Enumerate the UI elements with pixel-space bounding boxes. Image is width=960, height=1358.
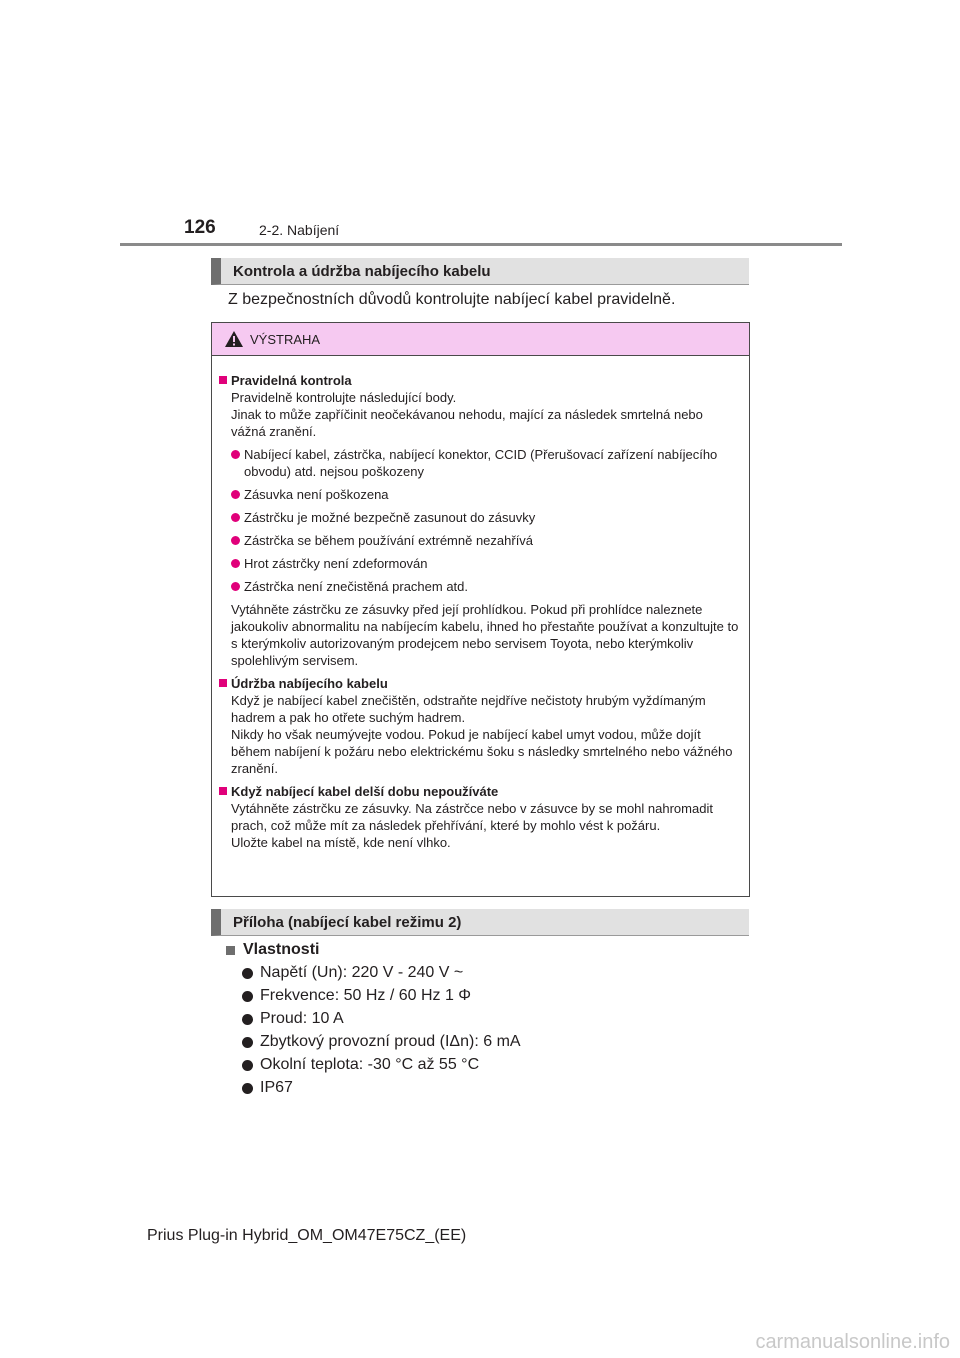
- list-item: Napětí (Un): 220 V - 240 V ~: [226, 964, 521, 982]
- warning-text: Pravidelně kontrolujte následující body.: [231, 390, 457, 405]
- bullet-dot-icon: [242, 1037, 253, 1048]
- list-item: Zbytkový provozní proud (IΔn): 6 mA: [226, 1033, 521, 1051]
- warning-text: Vytáhněte zástrčku ze zásuvky před její prohlídkou. Pokud při prohlídce naleznete jakoukoliv abnormalitu na nabíjecím kabelu, ihned ho přestaňte používat a konzultujte to s kterýmkoliv autorizovaným prodejcem nebo servisem Toyota, nebo kterýmkoliv spolehlivým servisem.: [231, 602, 739, 668]
- page-number: 126: [184, 217, 216, 238]
- footer-text: Prius Plug-in Hybrid_OM_OM47E75CZ_(EE): [147, 1227, 467, 1244]
- section-heading-cable-maintenance: Kontrola a údržba nabíjecího kabelu: [211, 258, 749, 285]
- list-item: Nabíjecí kabel, zástrčka, nabíjecí konektor, CCID (Přerušovací zařízení nabíjecího obvodu) atd. nejsou poškozeny: [219, 446, 741, 480]
- bullet-dot-icon: [231, 582, 240, 591]
- warning-text: Když je nabíjecí kabel znečištěn, odstraňte nejdříve nečistoty hrubým vyždímaným hadrem a pak ho otřete suchým hadrem.: [231, 693, 706, 725]
- list-item: Zástrčku je možné bezpečně zasunout do zásuvky: [219, 509, 741, 526]
- warning-section-title: Údržba nabíjecího kabelu: [219, 675, 741, 692]
- warning-text: Nikdy ho však neumývejte vodou. Pokud je nabíjecí kabel umyt vodou, může dojít během nabíjení k požáru nebo elektrickému šoku s následky smrtelného nebo vážného zranění.: [231, 727, 733, 776]
- intro-text: Z bezpečnostních důvodů kontrolujte nabíjecí kabel pravidelně.: [228, 291, 676, 308]
- square-bullet-icon: [219, 787, 227, 795]
- bullet-dot-icon: [231, 450, 240, 459]
- watermark: carmanualsonline.info: [755, 1331, 950, 1353]
- warning-triangle-icon: [224, 330, 244, 348]
- list-item: Zásuvka není poškozena: [219, 486, 741, 503]
- properties-title: Vlastnosti: [226, 941, 521, 959]
- list-item: Okolní teplota: -30 °C až 55 °C: [226, 1056, 521, 1074]
- bullet-dot-icon: [242, 1060, 253, 1071]
- warning-header: [212, 323, 749, 356]
- bullet-dot-icon: [242, 1083, 253, 1094]
- list-item: Hrot zástrčky není zdeformován: [219, 555, 741, 572]
- square-bullet-icon: [219, 679, 227, 687]
- properties-list: [226, 941, 521, 1097]
- warning-text: Vytáhněte zástrčku ze zásuvky. Na zástrčce nebo v zásuvce by se mohl nahromadit prach, což může mít za následek přehřívání, které by mohlo vést k požáru.: [231, 801, 713, 833]
- warning-text: Uložte kabel na místě, kde není vlhko.: [231, 835, 451, 850]
- section-heading-appendix: Příloha (nabíjecí kabel režimu 2): [211, 909, 749, 936]
- warning-text: Jinak to může zapříčinit neočekávanou nehodu, mající za následek smrtelná nebo vážná zranění.: [231, 407, 703, 439]
- chapter-title: 2-2. Nabíjení: [259, 222, 340, 238]
- square-bullet-icon: [219, 376, 227, 384]
- list-item: Zástrčka se během používání extrémně nezahřívá: [219, 532, 741, 549]
- header-divider: [120, 243, 842, 246]
- bullet-dot-icon: [242, 968, 253, 979]
- bullet-dot-icon: [242, 991, 253, 1002]
- warning-section-title: Pravidelná kontrola: [219, 372, 741, 389]
- bullet-dot-icon: [242, 1014, 253, 1025]
- warning-title: VÝSTRAHA: [250, 331, 321, 347]
- warning-section-title: Když nabíjecí kabel delší dobu nepoužíváte: [219, 783, 741, 800]
- warning-box: [211, 322, 750, 897]
- square-bullet-icon: [226, 946, 235, 955]
- bullet-dot-icon: [231, 490, 240, 499]
- bullet-dot-icon: [231, 559, 240, 568]
- list-item: Frekvence: 50 Hz / 60 Hz 1 Φ: [226, 987, 521, 1005]
- list-item: IP67: [226, 1079, 521, 1097]
- list-item: Proud: 10 A: [226, 1010, 521, 1028]
- bullet-dot-icon: [231, 536, 240, 545]
- list-item: Zástrčka není znečistěná prachem atd.: [219, 578, 741, 595]
- bullet-dot-icon: [231, 513, 240, 522]
